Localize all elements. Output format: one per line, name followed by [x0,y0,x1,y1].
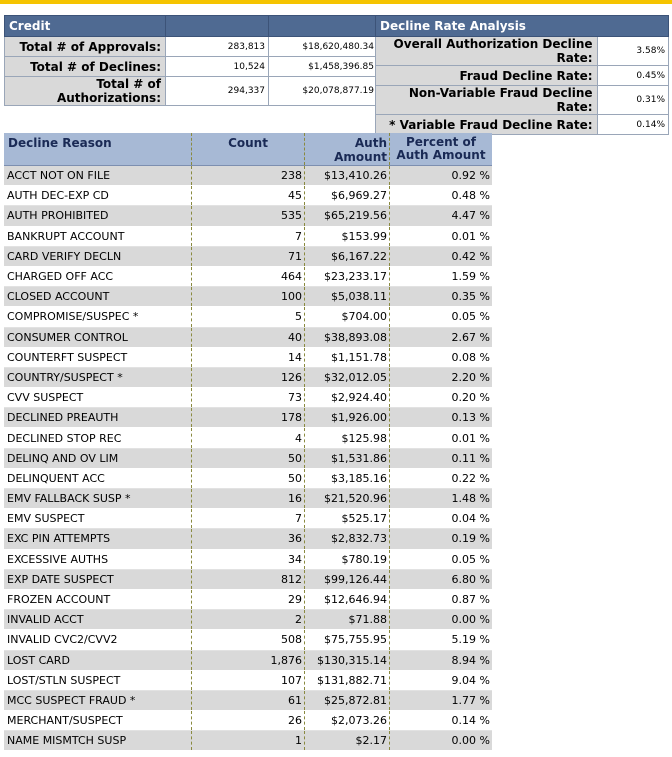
decline-title: Decline Rate Analysis [376,16,669,37]
count-cell: 126 [192,367,305,387]
table-row [4,367,492,387]
auth-amount-cell: $5,038.11 [305,287,390,307]
credit-header-blank-count [166,16,269,37]
credit-amount: $18,620,480.34 [269,37,378,57]
count-cell: 7 [192,226,305,246]
table-row [4,388,492,408]
auth-amount-cell: $2.17 [305,731,390,751]
count-cell: 61 [192,690,305,710]
table-row [4,650,492,670]
decline-value: 3.58% [597,37,668,66]
auth-amount-cell: $75,755.95 [305,630,390,650]
decline-reason-cell: DELINQUENT ACC [4,468,192,488]
decline-reason-cell: CARD VERIFY DECLN [4,246,192,266]
table-row [4,468,492,488]
percent-cell: 1.59 % [390,266,493,286]
decline-header-row [376,16,669,37]
count-cell: 1,876 [192,650,305,670]
percent-cell: 0.35 % [390,287,493,307]
table-row [4,166,492,186]
percent-cell: 0.22 % [390,468,493,488]
decline-reason-cell: INVALID CVC2/CVV2 [4,630,192,650]
percent-cell: 0.14 % [390,711,493,731]
percent-cell: 0.11 % [390,448,493,468]
decline-reason-cell: EXP DATE SUSPECT [4,569,192,589]
auth-amount-cell: $25,872.81 [305,690,390,710]
credit-header-row [5,16,378,37]
credit-row-declines [5,57,378,77]
credit-row-approvals [5,37,378,57]
credit-amount: $20,078,877.19 [269,77,378,106]
header-percent-of-auth-amount[interactable]: Percent of Auth Amount [390,133,493,166]
table-row [4,206,492,226]
auth-amount-cell: $153.99 [305,226,390,246]
table-row [4,428,492,448]
count-cell: 45 [192,186,305,206]
percent-cell: 1.77 % [390,690,493,710]
count-cell: 50 [192,448,305,468]
decline-row [376,86,669,115]
percent-cell: 0.08 % [390,347,493,367]
percent-cell: 2.67 % [390,327,493,347]
decline-reason-cell: DECLINED STOP REC [4,428,192,448]
percent-cell: 0.42 % [390,246,493,266]
table-row [4,610,492,630]
table-row [4,630,492,650]
decline-reason-cell: MERCHANT/SUSPECT [4,711,192,731]
detail-body [4,166,492,751]
auth-amount-cell: $1,531.86 [305,448,390,468]
percent-cell: 0.01 % [390,428,493,448]
count-cell: 2 [192,610,305,630]
decline-reason-cell: MCC SUSPECT FRAUD * [4,690,192,710]
top-accent-bar [0,0,672,4]
percent-cell: 0.19 % [390,529,493,549]
decline-rate-table [375,15,669,135]
count-cell: 29 [192,589,305,609]
credit-amount: $1,458,396.85 [269,57,378,77]
decline-reason-cell: AUTH DEC-EXP CD [4,186,192,206]
auth-amount-cell: $21,520.96 [305,489,390,509]
percent-cell: 6.80 % [390,569,493,589]
auth-amount-cell: $38,893.08 [305,327,390,347]
table-row [4,186,492,206]
decline-reason-cell: AUTH PROHIBITED [4,206,192,226]
decline-reason-cell: LOST CARD [4,650,192,670]
decline-label: Non-Variable Fraud Decline Rate: [376,86,598,115]
decline-reason-cell: CVV SUSPECT [4,388,192,408]
decline-reason-cell: INVALID ACCT [4,610,192,630]
table-row [4,246,492,266]
auth-amount-cell: $2,073.26 [305,711,390,731]
auth-amount-cell: $99,126.44 [305,569,390,589]
auth-amount-cell: $704.00 [305,307,390,327]
decline-reason-cell: CLOSED ACCOUNT [4,287,192,307]
count-cell: 7 [192,509,305,529]
percent-cell: 0.00 % [390,610,493,630]
header-auth-amount[interactable]: Auth Amount [305,133,390,166]
percent-cell: 0.05 % [390,549,493,569]
auth-amount-cell: $23,233.17 [305,266,390,286]
count-cell: 508 [192,630,305,650]
percent-cell: 4.47 % [390,206,493,226]
auth-amount-cell: $2,924.40 [305,388,390,408]
percent-cell: 0.87 % [390,589,493,609]
table-row [4,670,492,690]
decline-row [376,115,669,135]
auth-amount-cell: $2,832.73 [305,529,390,549]
auth-amount-cell: $32,012.05 [305,367,390,387]
table-row [4,266,492,286]
decline-label: * Variable Fraud Decline Rate: [376,115,598,135]
percent-cell: 0.04 % [390,509,493,529]
table-row [4,569,492,589]
credit-title: Credit [5,16,166,37]
count-cell: 16 [192,489,305,509]
percent-cell: 0.92 % [390,166,493,186]
decline-reason-cell: EXCESSIVE AUTHS [4,549,192,569]
header-count[interactable]: Count [192,133,305,166]
count-cell: 36 [192,529,305,549]
decline-reason-cell: EMV SUSPECT [4,509,192,529]
credit-summary-table [4,15,378,106]
auth-amount-cell: $3,185.16 [305,468,390,488]
count-cell: 535 [192,206,305,226]
decline-reason-cell: FROZEN ACCOUNT [4,589,192,609]
decline-reason-cell: COUNTERFT SUSPECT [4,347,192,367]
decline-reason-cell: COUNTRY/SUSPECT * [4,367,192,387]
decline-value: 0.14% [597,115,668,135]
percent-cell: 1.48 % [390,489,493,509]
decline-reason-cell: COMPROMISE/SUSPEC * [4,307,192,327]
auth-amount-cell: $6,969.27 [305,186,390,206]
decline-reason-cell: EMV FALLBACK SUSP * [4,489,192,509]
count-cell: 464 [192,266,305,286]
table-row [4,347,492,367]
credit-label: Total # of Declines: [5,57,166,77]
count-cell: 5 [192,307,305,327]
decline-label: Fraud Decline Rate: [376,66,598,86]
percent-cell: 8.94 % [390,650,493,670]
table-row [4,287,492,307]
count-cell: 71 [192,246,305,266]
decline-reason-cell: LOST/STLN SUSPECT [4,670,192,690]
count-cell: 100 [192,287,305,307]
decline-reason-cell: CHARGED OFF ACC [4,266,192,286]
auth-amount-cell: $780.19 [305,549,390,569]
percent-cell: 2.20 % [390,367,493,387]
auth-amount-cell: $12,646.94 [305,589,390,609]
table-row [4,731,492,751]
decline-reason-cell: DELINQ AND OV LIM [4,448,192,468]
percent-cell: 0.00 % [390,731,493,751]
table-row [4,307,492,327]
auth-amount-cell: $130,315.14 [305,650,390,670]
count-cell: 812 [192,569,305,589]
decline-value: 0.31% [597,86,668,115]
table-row [4,489,492,509]
decline-reason-cell: BANKRUPT ACCOUNT [4,226,192,246]
credit-count: 10,524 [166,57,269,77]
auth-amount-cell: $13,410.26 [305,166,390,186]
table-row [4,509,492,529]
count-cell: 73 [192,388,305,408]
decline-reason-table [4,133,492,751]
auth-amount-cell: $65,219.56 [305,206,390,226]
decline-row [376,66,669,86]
auth-amount-cell: $125.98 [305,428,390,448]
decline-value: 0.45% [597,66,668,86]
decline-reason-cell: EXC PIN ATTEMPTS [4,529,192,549]
count-cell: 34 [192,549,305,569]
decline-reason-cell: DECLINED PREAUTH [4,408,192,428]
percent-cell: 0.20 % [390,388,493,408]
auth-amount-cell: $71.88 [305,610,390,630]
credit-count: 283,813 [166,37,269,57]
count-cell: 4 [192,428,305,448]
percent-cell: 9.04 % [390,670,493,690]
count-cell: 14 [192,347,305,367]
percent-cell: 0.01 % [390,226,493,246]
count-cell: 50 [192,468,305,488]
count-cell: 238 [192,166,305,186]
header-decline-reason[interactable]: Decline Reason [4,133,192,166]
credit-label: Total # of Approvals: [5,37,166,57]
decline-label: Overall Authorization Decline Rate: [376,37,598,66]
table-row [4,549,492,569]
decline-row [376,37,669,66]
auth-amount-cell: $6,167.22 [305,246,390,266]
decline-reason-cell: CONSUMER CONTROL [4,327,192,347]
table-row [4,327,492,347]
count-cell: 40 [192,327,305,347]
auth-amount-cell: $131,882.71 [305,670,390,690]
decline-reason-cell: NAME MISMTCH SUSP [4,731,192,751]
decline-reason-cell: ACCT NOT ON FILE [4,166,192,186]
auth-amount-cell: $525.17 [305,509,390,529]
percent-cell: 5.19 % [390,630,493,650]
table-row [4,448,492,468]
percent-cell: 0.13 % [390,408,493,428]
credit-label: Total # of Authorizations: [5,77,166,106]
table-row [4,589,492,609]
percent-cell: 0.48 % [390,186,493,206]
detail-header-row [4,133,492,166]
credit-count: 294,337 [166,77,269,106]
table-row [4,408,492,428]
table-row [4,529,492,549]
table-row [4,226,492,246]
count-cell: 107 [192,670,305,690]
percent-cell: 0.05 % [390,307,493,327]
table-row [4,690,492,710]
credit-row-authorizations [5,77,378,106]
count-cell: 1 [192,731,305,751]
credit-header-blank-amount [269,16,378,37]
count-cell: 26 [192,711,305,731]
count-cell: 178 [192,408,305,428]
auth-amount-cell: $1,926.00 [305,408,390,428]
table-row [4,711,492,731]
auth-amount-cell: $1,151.78 [305,347,390,367]
